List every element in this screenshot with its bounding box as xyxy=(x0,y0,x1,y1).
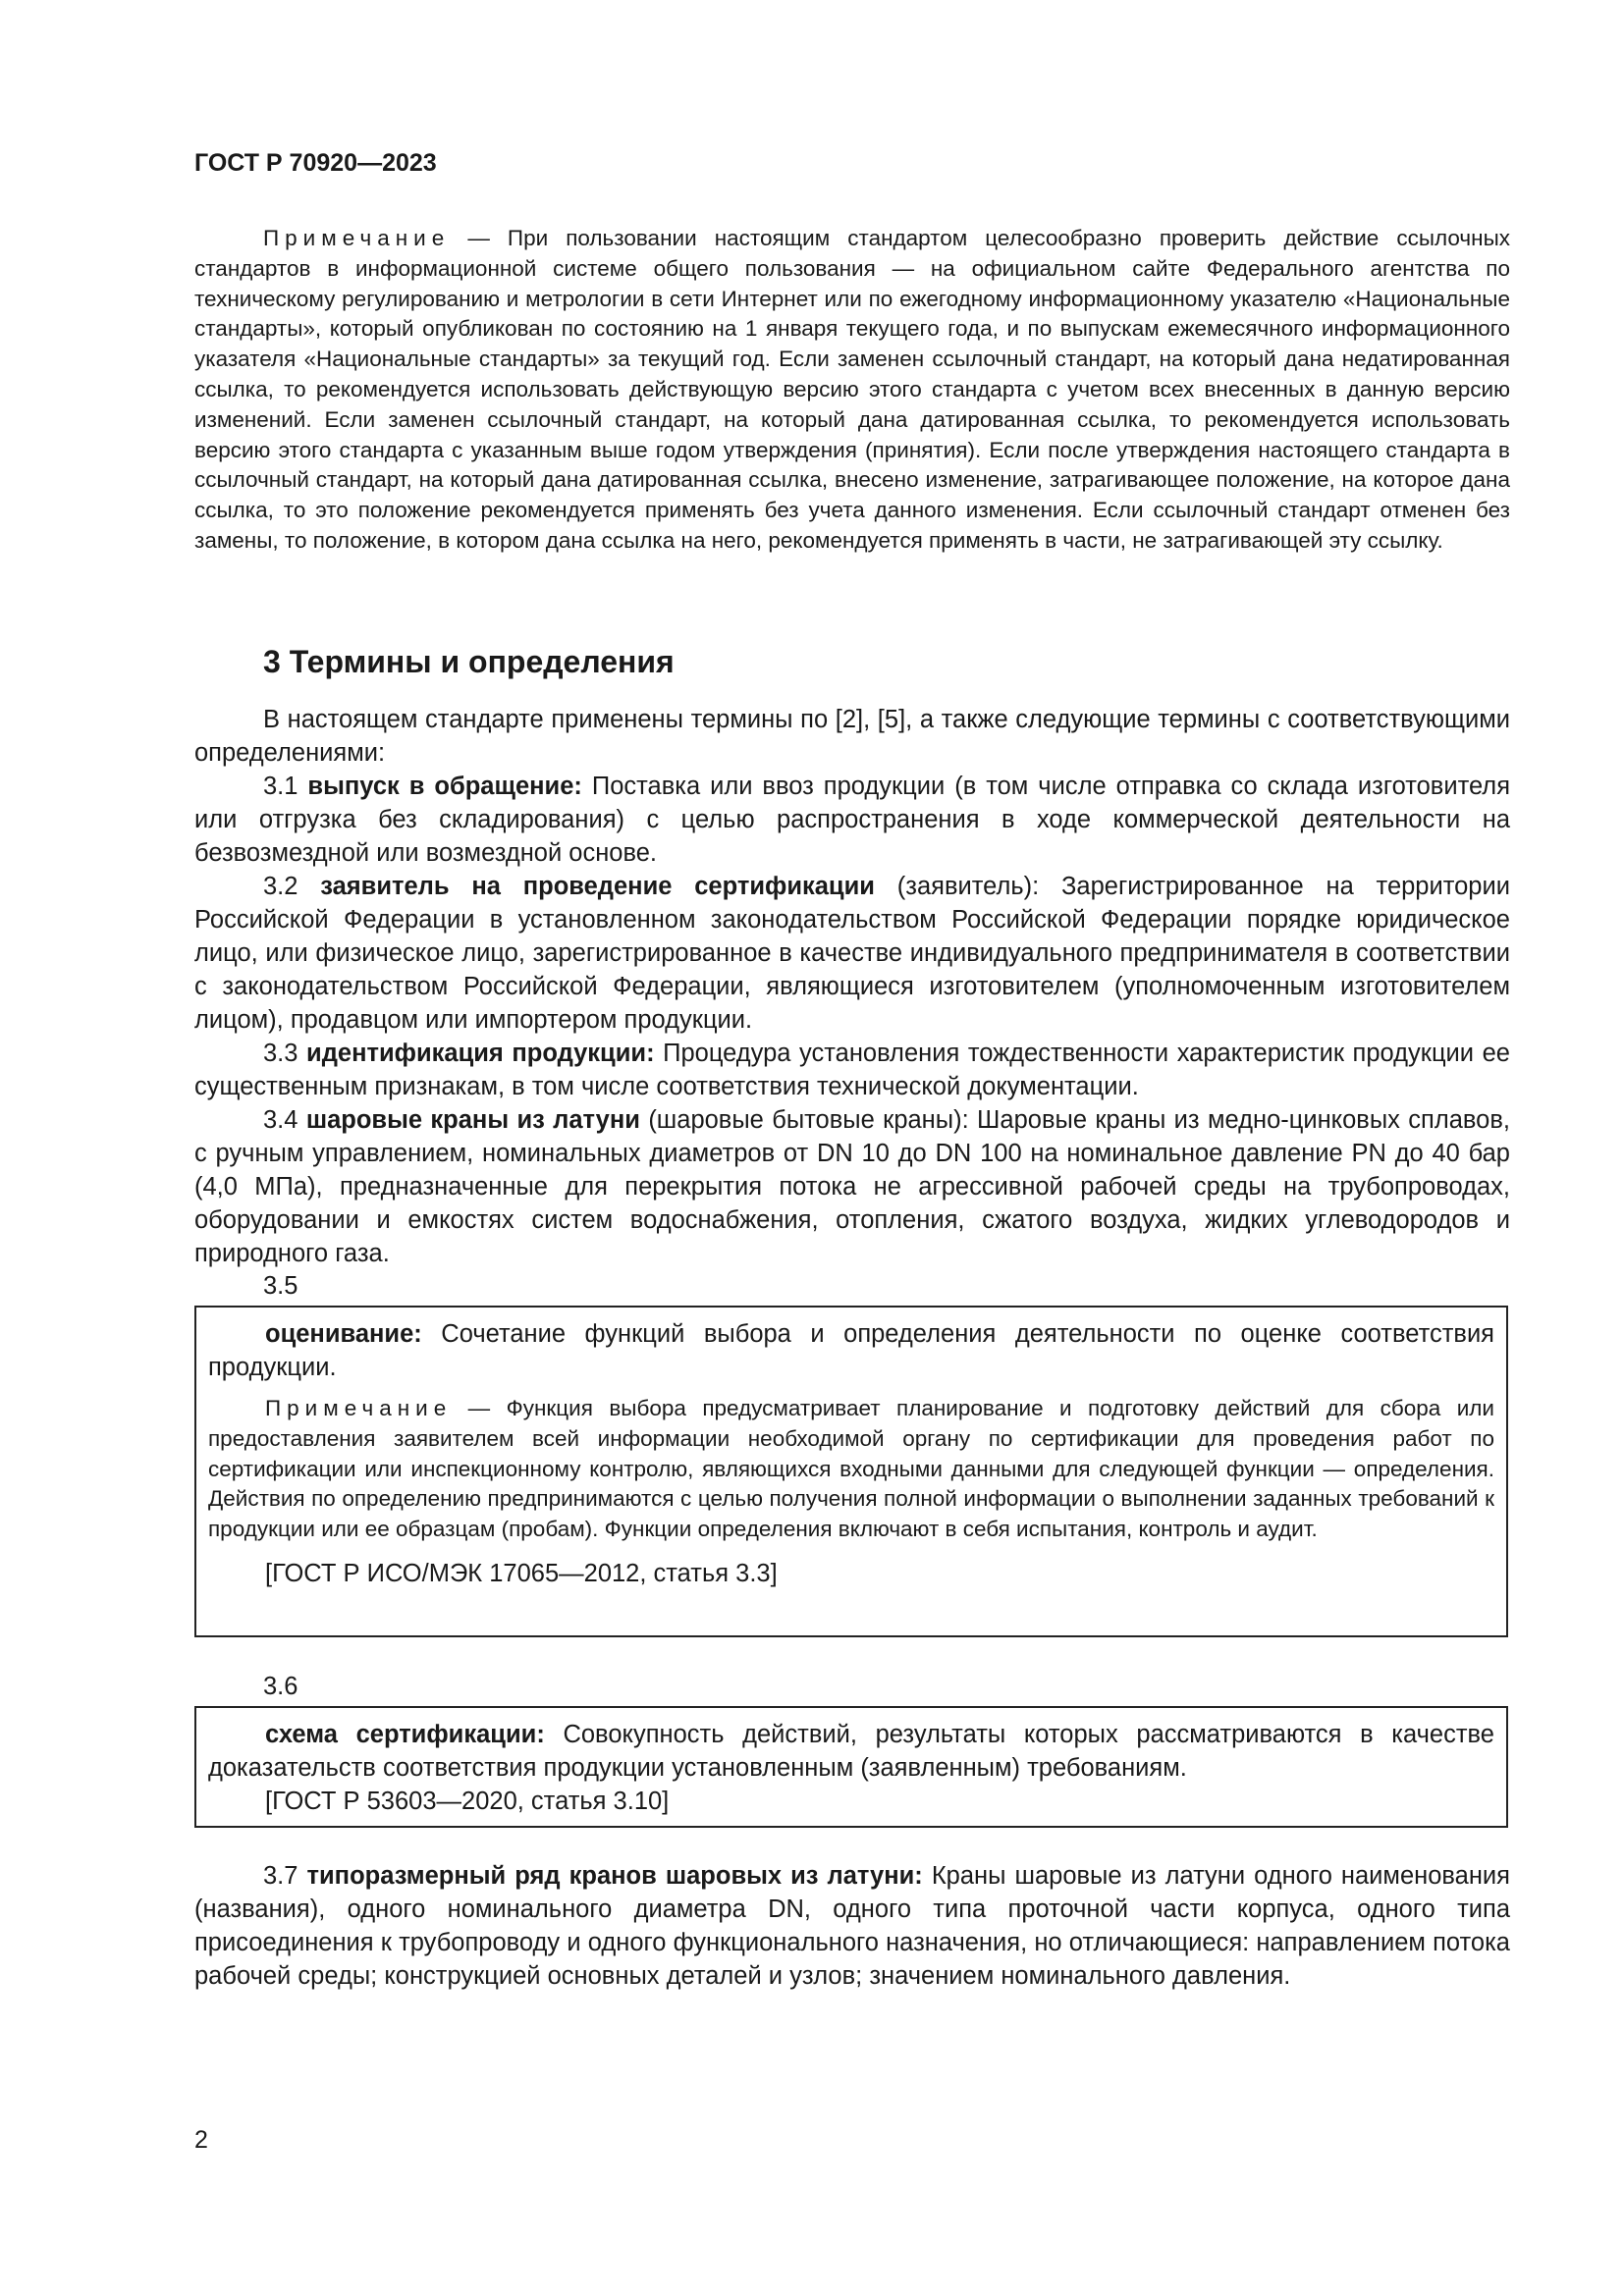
term-name: идентификация продукции: xyxy=(306,1040,655,1067)
term-3-6-source: [ГОСТ Р 53603—2020, статья 3.10] xyxy=(265,1788,670,1815)
term-3-1: 3.1 выпуск в обращение: Поставка или ввоз продукции (в том числе отправка со склада изготовителя или отгрузка без складирования) с целью распространения в ходе коммерческой деятельности на безвозмездной или возмездной основе. xyxy=(194,773,1510,867)
document-code: ГОСТ Р 70920—2023 xyxy=(194,149,437,177)
term-name: шаровые краны из латуни xyxy=(305,1106,640,1134)
term-3-5-box xyxy=(194,1306,1508,1637)
page-number: 2 xyxy=(194,2126,208,2154)
term-name: оценивание: xyxy=(265,1320,422,1348)
term-3-7: 3.7 типоразмерный ряд кранов шаровых из латуни: Краны шаровые из латуни одного наименования (названия), одного номинального диаметра DN, одного типа проточной части корпуса, одного типа присоединения к трубопроводу и одного функционального назначения, но отличающиеся: направлением потока рабочей среды; конструкцией основных деталей и узлов; значением номинального давления. xyxy=(194,1862,1510,1990)
term-name: заявитель на проведение сертификации xyxy=(320,873,875,900)
section-intro: В настоящем стандарте применены термины по [2], [5], а также следующие термины с соответствующими определениями: xyxy=(194,706,1510,767)
term-3-6-definition: схема сертификации: Совокупность действий, результаты которых рассматриваются в качестве доказательств соответствия продукции установленным (заявленным) требованиям. xyxy=(208,1721,1494,1782)
note-label: Примечание xyxy=(263,226,451,250)
term-name: типоразмерный ряд кранов шаровых из латуни: xyxy=(306,1862,923,1890)
term-name: выпуск в обращение: xyxy=(307,773,582,800)
term-3-6-box xyxy=(194,1706,1508,1828)
reference-note xyxy=(194,224,1510,557)
term-3-5-definition: оценивание: Сочетание функций выбора и определения деятельности по оценке соответствия продукции. xyxy=(208,1320,1494,1381)
term-3-4: 3.4 шаровые краны из латуни (шаровые бытовые краны): Шаровые краны из медно-цинковых сплавов, с ручным управлением, номинальных диаметров от DN 10 до DN 100 на номинальное давление PN до 40 бар (4,0 МПа), предназначенные для перекрытия потока не агрессивной рабочей среды на трубопроводах, оборудовании и емкостях систем водоснабжения, отопления, сжатого воздуха, жидких углеводородов и природного газа. xyxy=(194,1106,1510,1267)
term-name: схема сертификации: xyxy=(265,1721,545,1748)
term-3-3: 3.3 идентификация продукции: Процедура установления тождественности характеристик продукции ее существенным признакам, в том числе соответствия технической документации. xyxy=(194,1040,1510,1100)
term-3-5-note: Примечание — Функция выбора предусматривает планирование и подготовку действий для сбора или предоставления заявителем всей информации необходимой органу по сертификации для проведения работ по сертификации или инспекционному контролю, являющихся входными данными для следующей функции — определения. Действия по определению предпринимаются с целью получения полной информации о выполнении заданных требований к продукции или ее образцам (пробам). Функции определения включают в себя испытания, контроль и аудит. xyxy=(208,1396,1494,1542)
term-3-2: 3.2 заявитель на проведение сертификации (заявитель): Зарегистрированное на территории Российской Федерации в установленном законодательством Российской Федерации порядке юридическое лицо, или физическое лицо, зарегистрированное в качестве индивидуального предпринимателя в соответствии с законодательством Российской Федерации, являющиеся изготовителем (уполномоченным изготовителем лицом), продавцом или импортером продукции. xyxy=(194,873,1510,1034)
note-text: — При пользовании настоящим стандартом целесообразно проверить действие ссылочных стандартов в информационной системе общего пользования — на официальном сайте Федерального агентства по техническому регулированию и метрологии в сети Интернет или по ежегодному информационному указателю «Национальные стандарты», который опубликован по состоянию на 1 января текущего года, и по выпускам ежемесячного информационного указателя «Национальные стандарты» за текущий год. Если заменен ссылочный стандарт, на который дана недатированная ссылка, то рекомендуется использовать действующую версию этого стандарта с учетом всех внесенных в данную версию изменений. Если заменен ссылочный стандарт, на который дана датированная ссылка, то рекомендуется использовать версию этого стандарта с указанным выше годом утверждения (принятия). Если после утверждения настоящего стандарта в ссылочный стандарт, на который дана датированная ссылка, внесено изменение, затрагивающее положение, на которое дана ссылка, то это положение рекомендуется применять без учета данного изменения. Если ссылочный стандарт отменен без замены, то положение, в котором дана ссылка на него, рекомендуется применять в части, не затрагивающей эту ссылку. xyxy=(194,226,1510,553)
section-heading: 3 Термины и определения xyxy=(263,644,675,679)
term-3-5-number: 3.5 xyxy=(263,1272,298,1300)
term-3-6-number: 3.6 xyxy=(263,1673,298,1700)
term-3-5-source: [ГОСТ Р ИСО/МЭК 17065—2012, статья 3.3] xyxy=(265,1559,778,1587)
